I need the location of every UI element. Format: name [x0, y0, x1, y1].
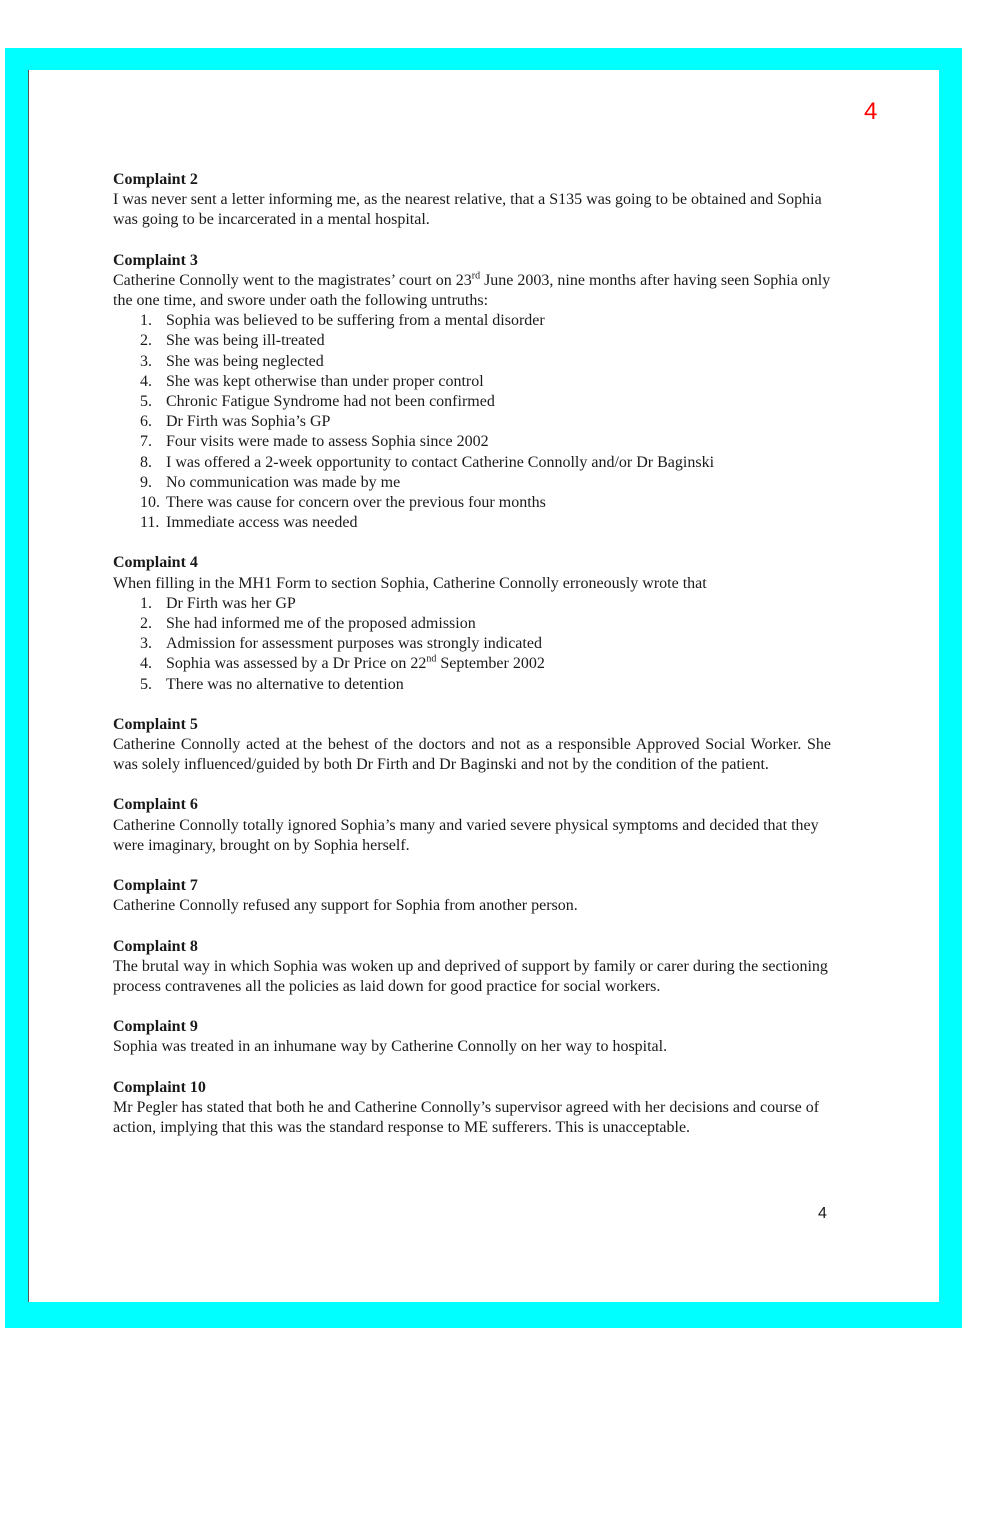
complaint-3 [113, 251, 831, 534]
complaint-2 [113, 170, 831, 231]
complaint-heading: Complaint 4 [113, 554, 198, 572]
complaint-5 [113, 715, 831, 776]
complaint-heading: Complaint 3 [113, 251, 198, 269]
list-item: 5. There was no alternative to detention [140, 675, 404, 693]
list-item: 8. I was offered a 2-week opportunity to contact Catherine Connolly and/or Dr Baginski [140, 453, 715, 471]
document-content [113, 170, 831, 1158]
complaint-text: Sophia was treated in an inhumane way by Catherine Connolly on her way to hospital. [113, 1038, 668, 1056]
mh1-errors-list [113, 594, 831, 695]
list-item: 1. Dr Firth was her GP [140, 594, 296, 612]
list-item: 4. Sophia was assessed by a Dr Price on 22nd September 2002 [140, 654, 545, 673]
complaint-text: Catherine Connolly totally ignored Sophia’s many and varied severe physical symptoms and decided that they were imaginary, brought on by Sophia herself. [113, 816, 819, 854]
complaint-4 [113, 553, 831, 694]
complaint-text: Mr Pegler has stated that both he and Catherine Connolly’s supervisor agreed with her decisions and course of action, implying that this was the standard response to ME sufferers. This is unacceptable. [113, 1098, 820, 1136]
list-item: 5. Chronic Fatigue Syndrome had not been confirmed [140, 393, 495, 411]
complaint-text: I was never sent a letter informing me, as the nearest relative, that a S135 was going to be obtained and Sophia was going to be incarcerated in a mental hospital. [113, 191, 822, 229]
complaint-text: Catherine Connolly went to the magistrates’ court on 23rd June 2003, nine months after having seen Sophia only the one time, and swore under oath the following untruths: [113, 270, 831, 310]
list-item: 2. She had informed me of the proposed admission [140, 615, 476, 633]
complaint-heading: Complaint 6 [113, 796, 198, 814]
complaint-text: Catherine Connolly refused any support for Sophia from another person. [113, 897, 578, 915]
untruths-list [113, 311, 831, 533]
complaint-8 [113, 937, 831, 998]
list-item: 7. Four visits were made to assess Sophia since 2002 [140, 433, 489, 451]
complaint-text: Catherine Connolly acted at the behest of the doctors and not as a responsible Approved Social Worker. She was solely influenced/guided by both Dr Firth and Dr Baginski and not by the condition of the patient. [113, 736, 831, 774]
complaint-9 [113, 1017, 831, 1057]
complaint-text: The brutal way in which Sophia was woken up and deprived of support by family or carer during the sectioning process contravenes all the policies as laid down for good practice for social workers. [113, 957, 828, 995]
complaint-heading: Complaint 7 [113, 877, 198, 895]
complaint-heading: Complaint 10 [113, 1078, 206, 1096]
list-item: 11. Immediate access was needed [140, 514, 358, 532]
annotation-page-number: 4 [864, 98, 878, 125]
complaint-heading: Complaint 8 [113, 937, 198, 955]
list-item: 1. Sophia was believed to be suffering from a mental disorder [140, 312, 545, 330]
list-item: 4. She was kept otherwise than under proper control [140, 372, 484, 390]
complaint-6 [113, 795, 831, 856]
list-item: 2. She was being ill-treated [140, 332, 325, 350]
list-item: 10. There was cause for concern over the previous four months [140, 494, 546, 512]
list-item: 6. Dr Firth was Sophia’s GP [140, 413, 331, 431]
complaint-heading: Complaint 9 [113, 1018, 198, 1036]
complaint-heading: Complaint 5 [113, 715, 198, 733]
list-item: 3. She was being neglected [140, 352, 324, 370]
list-item: 3. Admission for assessment purposes was strongly indicated [140, 635, 542, 653]
complaint-10 [113, 1078, 831, 1139]
complaint-7 [113, 876, 831, 916]
complaint-heading: Complaint 2 [113, 171, 198, 188]
footer-page-number: 4 [818, 1205, 827, 1222]
list-item: 9. No communication was made by me [140, 473, 401, 491]
complaint-text: When filling in the MH1 Form to section Sophia, Catherine Connolly erroneously wrote that [113, 574, 707, 592]
